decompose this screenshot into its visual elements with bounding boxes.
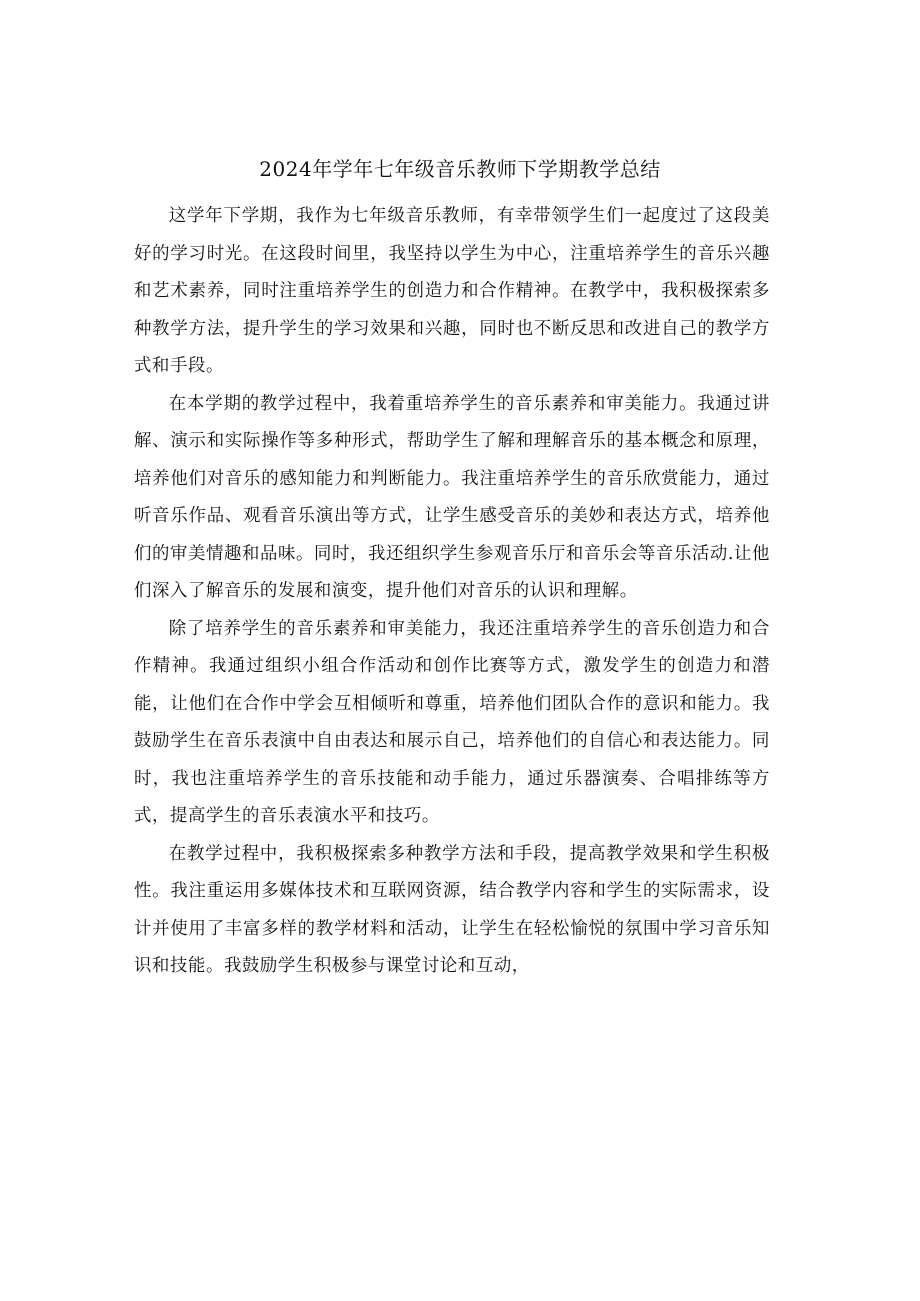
paragraph-2: 在本学期的教学过程中，我着重培养学生的音乐素养和审美能力。我通过讲解、演示和实际操作等多种形式，帮助学生了解和理解音乐的基本概念和原理，培养他们对音乐的感知能力和判断能力。我注重培养学生的音乐欣赏能力，通过听音乐作品、观看音乐演出等方式，让学生感受音乐的美妙和表达方式，培养他们的审美情趣和品味。同时，我还组织学生参观音乐厅和音乐会等音乐活动.让他们深入了解音乐的发展和演变，提升他们对音乐的认识和理解。 (134, 393, 770, 601)
paragraph-1: 这学年下学期，我作为七年级音乐教师，有幸带领学生们一起度过了这段美好的学习时光。在这段时间里，我坚持以学生为中心，注重培养学生的音乐兴趣和艺术素养，同时注重培养学生的创造力和合作精神。在教学中，我积极探索多种教学方法，提升学生的学习效果和兴趣，同时也不断反思和改进自己的教学方式和手段。 (134, 206, 770, 376)
paragraph-4: 在教学过程中，我积极探索多种教学方法和手段，提高教学效果和学生积极性。我注重运用多媒体技术和互联网资源，结合教学内容和学生的实际需求，设计并使用了丰富多样的教学材料和活动，让学生在轻松愉悦的氛围中学习音乐知识和技能。我鼓励学生积极参与课堂讨论和互动， (134, 843, 770, 976)
document-title: 2024年学年七年级音乐教师下学期教学总结 (259, 157, 661, 181)
paragraph-3: 除了培养学生的音乐素养和审美能力，我还注重培养学生的音乐创造力和合作精神。我通过组织小组合作活动和创作比赛等方式，激发学生的创造力和潜能，让他们在合作中学会互相倾听和尊重，培养他们团队合作的意识和能力。我鼓励学生在音乐表演中自由表达和展示自己，培养他们的自信心和表达能力。同时，我也注重培养学生的音乐技能和动手能力，通过乐器演奏、合唱排练等方式，提高学生的音乐表演水平和技巧。 (134, 618, 770, 826)
document-body (134, 198, 770, 986)
